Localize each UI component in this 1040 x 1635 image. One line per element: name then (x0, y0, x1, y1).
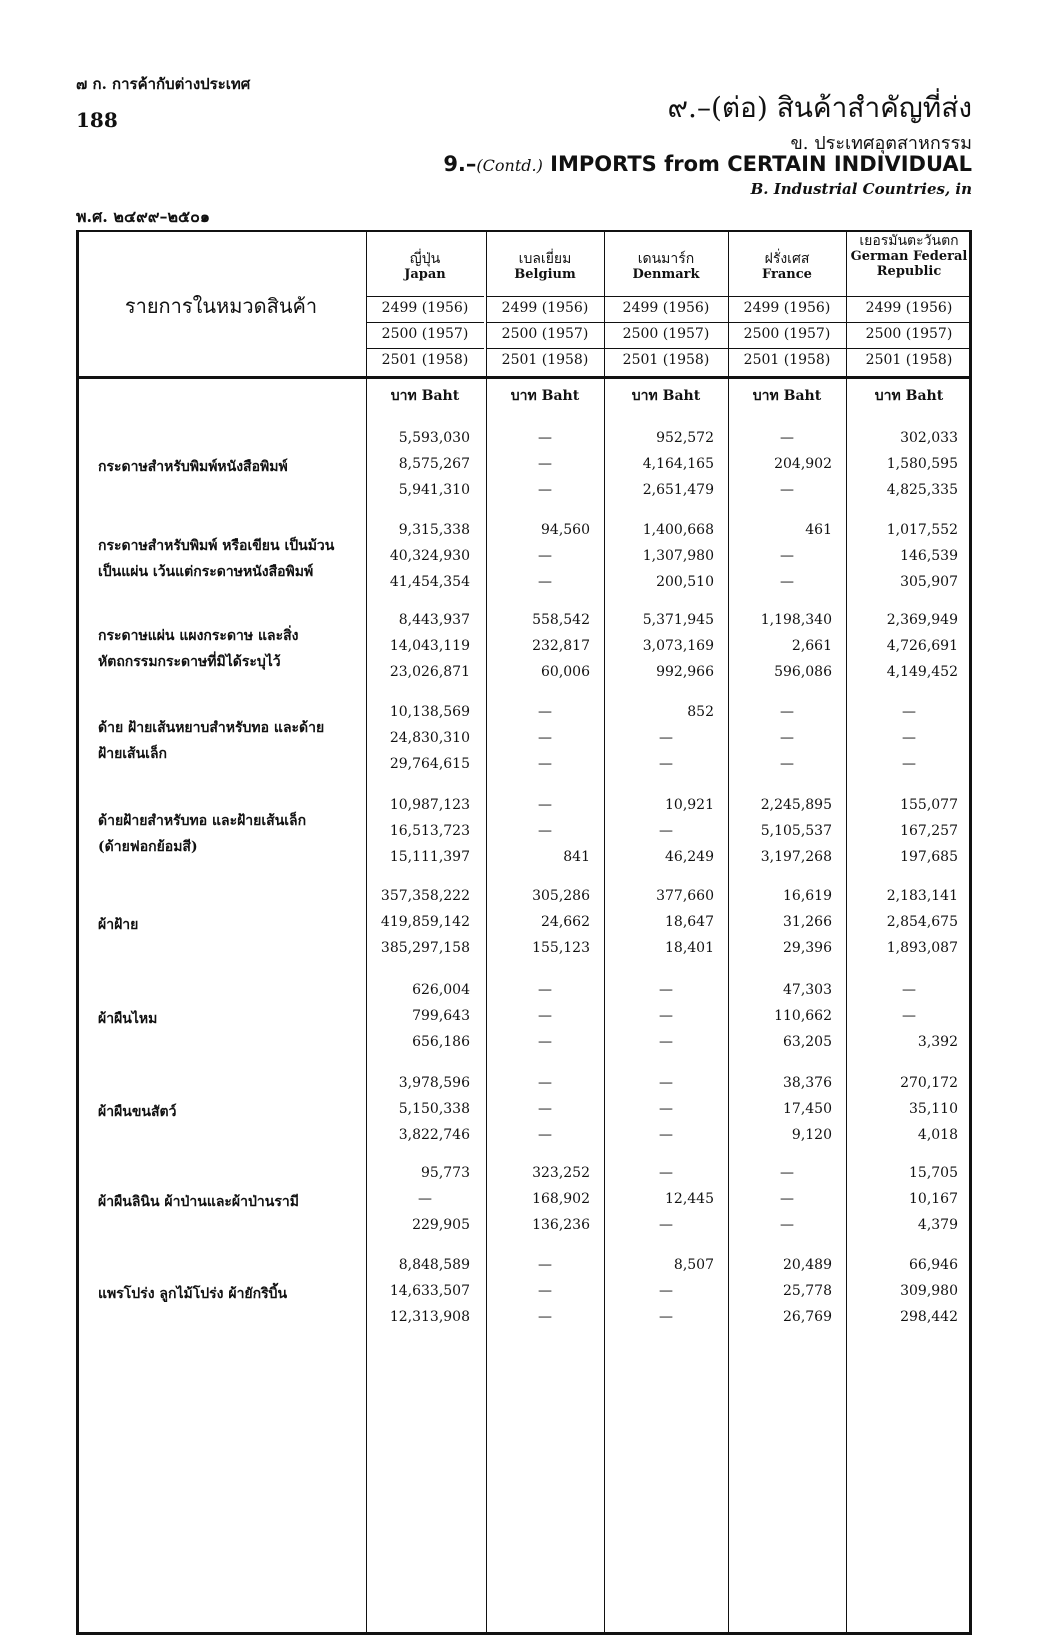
value-cell: 15,111,397 (389, 849, 470, 865)
value-cell: 3,073,169 (642, 638, 714, 654)
title-thai: ๙.–(ต่อ) สินค้าสำคัญที่ส่ง (667, 91, 972, 124)
value-cell: 66,946 (909, 1257, 958, 1273)
value-cell: 2,854,675 (886, 914, 958, 930)
value-cell: 146,539 (900, 548, 958, 564)
year-label: 2501 (1958) (501, 352, 589, 368)
value-cell: 1,307,980 (642, 548, 714, 564)
value-cell: 357,358,222 (380, 888, 470, 904)
item-name-line: ฝ้ายเส้นเล็ก (98, 746, 168, 762)
value-cell: 26,769 (783, 1309, 832, 1325)
value-cell: 25,778 (783, 1283, 832, 1299)
item-name-line: แพรโปร่ง ลูกไม้โปร่ง ผ้ายักริบิ้น (98, 1286, 288, 1302)
value-cell: — (538, 704, 552, 720)
value-cell: 46,249 (665, 849, 714, 865)
value-cell: — (538, 797, 552, 813)
section-label: ๗ ก. การค้ากับต่างประเทศ (76, 75, 251, 93)
value-cell: 95,773 (421, 1165, 470, 1181)
year-label: 2499 (1956) (381, 300, 469, 316)
year-divider (486, 296, 604, 297)
value-cell: 558,542 (532, 612, 590, 628)
unit-label: บาท Baht (390, 388, 460, 404)
value-cell: — (780, 430, 794, 446)
value-cell: 298,442 (900, 1309, 958, 1325)
value-cell: — (659, 1127, 673, 1143)
value-cell: — (780, 730, 794, 746)
value-cell: — (780, 548, 794, 564)
year-divider (604, 348, 728, 349)
value-cell: 1,893,087 (886, 940, 958, 956)
value-cell: 5,941,310 (398, 482, 470, 498)
value-cell: — (659, 730, 673, 746)
value-cell: 23,026,871 (389, 664, 470, 680)
value-cell: 18,647 (665, 914, 714, 930)
value-cell: — (780, 1217, 794, 1233)
value-cell: 302,033 (900, 430, 958, 446)
value-cell: 385,297,158 (380, 940, 470, 956)
value-cell: 136,236 (532, 1217, 590, 1233)
value-cell: 3,822,746 (398, 1127, 470, 1143)
value-cell: — (659, 1309, 673, 1325)
value-cell: 29,764,615 (389, 756, 470, 772)
value-cell: — (538, 1008, 552, 1024)
value-cell: 20,489 (783, 1257, 832, 1273)
imports-table (76, 230, 972, 1635)
value-cell: 24,662 (541, 914, 590, 930)
value-cell: — (538, 982, 552, 998)
value-cell: 841 (563, 849, 590, 865)
value-cell: 12,313,908 (389, 1309, 470, 1325)
value-cell: — (538, 730, 552, 746)
value-cell: — (538, 1283, 552, 1299)
value-cell: — (902, 1008, 916, 1024)
value-cell: 4,164,165 (642, 456, 714, 472)
value-cell: — (780, 482, 794, 498)
value-cell: 377,660 (656, 888, 714, 904)
value-cell: 31,266 (783, 914, 832, 930)
value-cell: 5,593,030 (398, 430, 470, 446)
column-header-english: German Federal Republic (850, 249, 968, 279)
value-cell: 94,560 (541, 522, 590, 538)
year-divider (366, 348, 484, 349)
value-cell: 952,572 (656, 430, 714, 446)
value-cell: 4,726,691 (886, 638, 958, 654)
item-name-line: ด้าย ฝ้ายเส้นหยาบสำหรับทอ และด้าย (98, 720, 325, 736)
title-en-prefix: 9.– (443, 152, 477, 176)
year-label: 2500 (1957) (501, 326, 589, 342)
value-cell: 17,450 (783, 1101, 832, 1117)
value-cell: 2,245,895 (760, 797, 832, 813)
value-cell: 9,120 (791, 1127, 832, 1143)
column-divider (969, 230, 972, 1632)
value-cell: 309,980 (900, 1283, 958, 1299)
item-name (98, 1281, 368, 1307)
value-cell: 63,205 (783, 1034, 832, 1050)
value-cell: 24,830,310 (389, 730, 470, 746)
subtitle-english: B. Industrial Countries, in (750, 180, 972, 198)
value-cell: — (659, 1165, 673, 1181)
year-divider (604, 296, 728, 297)
column-header (366, 252, 484, 282)
value-cell: 419,859,142 (380, 914, 470, 930)
value-cell: — (659, 1034, 673, 1050)
value-cell: 8,848,589 (398, 1257, 470, 1273)
value-cell: — (780, 574, 794, 590)
value-cell: 4,149,452 (886, 664, 958, 680)
value-cell: — (659, 1283, 673, 1299)
value-cell: 10,167 (909, 1191, 958, 1207)
value-cell: 10,987,123 (389, 797, 470, 813)
value-cell: 1,198,340 (760, 612, 832, 628)
category-header: รายการในหมวดสินค้า (124, 294, 318, 318)
unit-label: บาท Baht (874, 388, 944, 404)
value-cell: — (538, 1257, 552, 1273)
year-divider (728, 296, 846, 297)
year-label: 2501 (1958) (381, 352, 469, 368)
value-cell: — (538, 1127, 552, 1143)
header-divider (76, 376, 972, 379)
value-cell: 323,252 (532, 1165, 590, 1181)
value-cell: — (902, 756, 916, 772)
value-cell: 10,138,569 (389, 704, 470, 720)
value-cell: — (659, 1217, 673, 1233)
value-cell: 8,575,267 (398, 456, 470, 472)
year-divider (846, 348, 972, 349)
item-name (98, 623, 368, 675)
year-label: 2499 (1956) (501, 300, 589, 316)
value-cell: 1,017,552 (886, 522, 958, 538)
value-cell: 41,454,354 (389, 574, 470, 590)
item-name (98, 1006, 368, 1032)
value-cell: 15,705 (909, 1165, 958, 1181)
item-name (98, 808, 368, 860)
value-cell: 47,303 (783, 982, 832, 998)
value-cell: 18,401 (665, 940, 714, 956)
title-en-contd: (Contd.) (476, 156, 543, 175)
value-cell: 3,197,268 (760, 849, 832, 865)
value-cell: 197,685 (900, 849, 958, 865)
value-cell: — (538, 456, 552, 472)
column-header-english: France (762, 267, 812, 282)
item-name-line: ผ้าผืนไหม (98, 1011, 158, 1027)
value-cell: — (538, 1309, 552, 1325)
value-cell: 3,978,596 (398, 1075, 470, 1091)
value-cell: 461 (805, 522, 832, 538)
title-en-main: IMPORTS from CERTAIN INDIVIDUAL (550, 152, 972, 176)
year-divider (604, 322, 728, 323)
unit-label: บาท Baht (510, 388, 580, 404)
year-divider (366, 296, 484, 297)
year-label: 2500 (1957) (381, 326, 469, 342)
value-cell: 232,817 (532, 638, 590, 654)
value-cell: 4,379 (917, 1217, 958, 1233)
value-cell: — (659, 1101, 673, 1117)
title-english (443, 152, 972, 176)
year-divider (366, 322, 484, 323)
value-cell: 5,105,537 (760, 823, 832, 839)
value-cell: 799,643 (412, 1008, 470, 1024)
value-cell: 14,633,507 (389, 1283, 470, 1299)
column-header (604, 252, 728, 282)
value-cell: 200,510 (656, 574, 714, 590)
year-label: 2500 (1957) (865, 326, 953, 342)
column-header (846, 234, 972, 279)
column-header-english: Japan (404, 267, 446, 282)
value-cell: 5,150,338 (398, 1101, 470, 1117)
value-cell: — (538, 482, 552, 498)
item-name (98, 1189, 368, 1215)
item-name (98, 1099, 368, 1125)
value-cell: — (538, 574, 552, 590)
value-cell: 1,580,595 (886, 456, 958, 472)
value-cell: — (780, 704, 794, 720)
value-cell: — (902, 982, 916, 998)
value-cell: 155,123 (532, 940, 590, 956)
year-divider (846, 296, 972, 297)
value-cell: 110,662 (774, 1008, 832, 1024)
value-cell: 35,110 (909, 1101, 958, 1117)
value-cell: — (659, 1008, 673, 1024)
item-name (98, 454, 368, 480)
column-header-english: Belgium (514, 267, 576, 282)
value-cell: — (780, 1191, 794, 1207)
year-label: 2501 (1958) (865, 352, 953, 368)
unit-label: บาท Baht (631, 388, 701, 404)
value-cell: — (538, 1075, 552, 1091)
item-name-line: เป็นแผ่น เว้นแต่กระดาษหนังสือพิมพ์ (98, 564, 314, 580)
year-label: 2501 (1958) (622, 352, 710, 368)
value-cell: 204,902 (774, 456, 832, 472)
value-cell: 2,661 (791, 638, 832, 654)
value-cell: 168,902 (532, 1191, 590, 1207)
item-name-line: ผ้าผืนขนสัตว์ (98, 1104, 177, 1120)
item-name-line: (ด้ายฟอกย้อมสี) (98, 839, 198, 855)
value-cell: 2,183,141 (886, 888, 958, 904)
value-cell: 305,907 (900, 574, 958, 590)
unit-label: บาท Baht (752, 388, 822, 404)
item-name-line: ผ้าฝ้าย (98, 917, 139, 933)
value-cell: 270,172 (900, 1075, 958, 1091)
value-cell: — (538, 823, 552, 839)
subtitle-thai: ข. ประเทศอุตสาหกรรม (790, 133, 972, 154)
year-label: 2500 (1957) (743, 326, 831, 342)
value-cell: 10,921 (665, 797, 714, 813)
year-divider (728, 348, 846, 349)
value-cell: — (418, 1191, 432, 1207)
value-cell: 29,396 (783, 940, 832, 956)
value-cell: — (538, 430, 552, 446)
value-cell: 992,966 (656, 664, 714, 680)
value-cell: 12,445 (665, 1191, 714, 1207)
value-cell: — (780, 756, 794, 772)
value-cell: — (538, 548, 552, 564)
value-cell: 305,286 (532, 888, 590, 904)
value-cell: 60,006 (541, 664, 590, 680)
value-cell: 3,392 (917, 1034, 958, 1050)
item-name-line: ผ้าผืนลินิน ผ้าป่านและผ้าป่านรามี (98, 1194, 299, 1210)
column-header-thai: เดนมาร์ก (637, 251, 695, 267)
page-number: 188 (76, 108, 118, 132)
value-cell: 40,324,930 (389, 548, 470, 564)
column-header-thai: เบลเยี่ยม (518, 251, 572, 267)
item-name-line: ด้ายฝ้ายสำหรับทอ และฝ้ายเส้นเล็ก (98, 813, 307, 829)
column-header-thai: เยอรมันตะวันตก (859, 233, 959, 249)
item-name (98, 715, 368, 767)
value-cell: 596,086 (774, 664, 832, 680)
value-cell: 626,004 (412, 982, 470, 998)
value-cell: 5,371,945 (642, 612, 714, 628)
value-cell: 656,186 (412, 1034, 470, 1050)
value-cell: 8,507 (673, 1257, 714, 1273)
item-name-line: กระดาษแผ่น แผงกระดาษ และสิ่ง (98, 628, 299, 644)
value-cell: 167,257 (900, 823, 958, 839)
column-header-thai: ญี่ปุ่น (409, 251, 441, 267)
year-label: 2499 (1956) (622, 300, 710, 316)
value-cell: 9,315,338 (398, 522, 470, 538)
column-header (486, 252, 604, 282)
value-cell: 2,651,479 (642, 482, 714, 498)
value-cell: 4,825,335 (886, 482, 958, 498)
value-cell: 852 (687, 704, 714, 720)
year-divider (846, 322, 972, 323)
column-divider (76, 230, 79, 1632)
value-cell: 38,376 (783, 1075, 832, 1091)
value-cell: — (538, 1101, 552, 1117)
years-label: พ.ศ. ๒๔๙๙–๒๕๐๑ (76, 207, 211, 226)
year-divider (486, 348, 604, 349)
value-cell: — (780, 1165, 794, 1181)
year-label: 2501 (1958) (743, 352, 831, 368)
value-cell: 16,513,723 (389, 823, 470, 839)
column-header-thai: ฝรั่งเศส (764, 251, 810, 267)
value-cell: 2,369,949 (886, 612, 958, 628)
value-cell: 229,905 (412, 1217, 470, 1233)
value-cell: — (902, 730, 916, 746)
year-divider (728, 322, 846, 323)
value-cell: — (538, 756, 552, 772)
item-name-line: กระดาษสำหรับพิมพ์หนังสือพิมพ์ (98, 459, 288, 475)
value-cell: 8,443,937 (398, 612, 470, 628)
column-header-english: Denmark (632, 267, 700, 282)
item-name-line: กระดาษสำหรับพิมพ์ หรือเขียน เป็นม้วน (98, 538, 335, 554)
value-cell: 4,018 (917, 1127, 958, 1143)
year-divider (486, 322, 604, 323)
item-name (98, 912, 368, 938)
value-cell: — (659, 1075, 673, 1091)
year-label: 2500 (1957) (622, 326, 710, 342)
value-cell: — (659, 756, 673, 772)
value-cell: 16,619 (783, 888, 832, 904)
value-cell: 14,043,119 (389, 638, 470, 654)
value-cell: — (902, 704, 916, 720)
item-name (98, 533, 368, 585)
value-cell: 1,400,668 (642, 522, 714, 538)
year-label: 2499 (1956) (865, 300, 953, 316)
item-name-line: หัตถกรรมกระดาษที่มิได้ระบุไว้ (98, 654, 281, 670)
column-header (728, 252, 846, 282)
value-cell: — (659, 823, 673, 839)
value-cell: 155,077 (900, 797, 958, 813)
value-cell: — (538, 1034, 552, 1050)
value-cell: — (659, 982, 673, 998)
year-label: 2499 (1956) (743, 300, 831, 316)
